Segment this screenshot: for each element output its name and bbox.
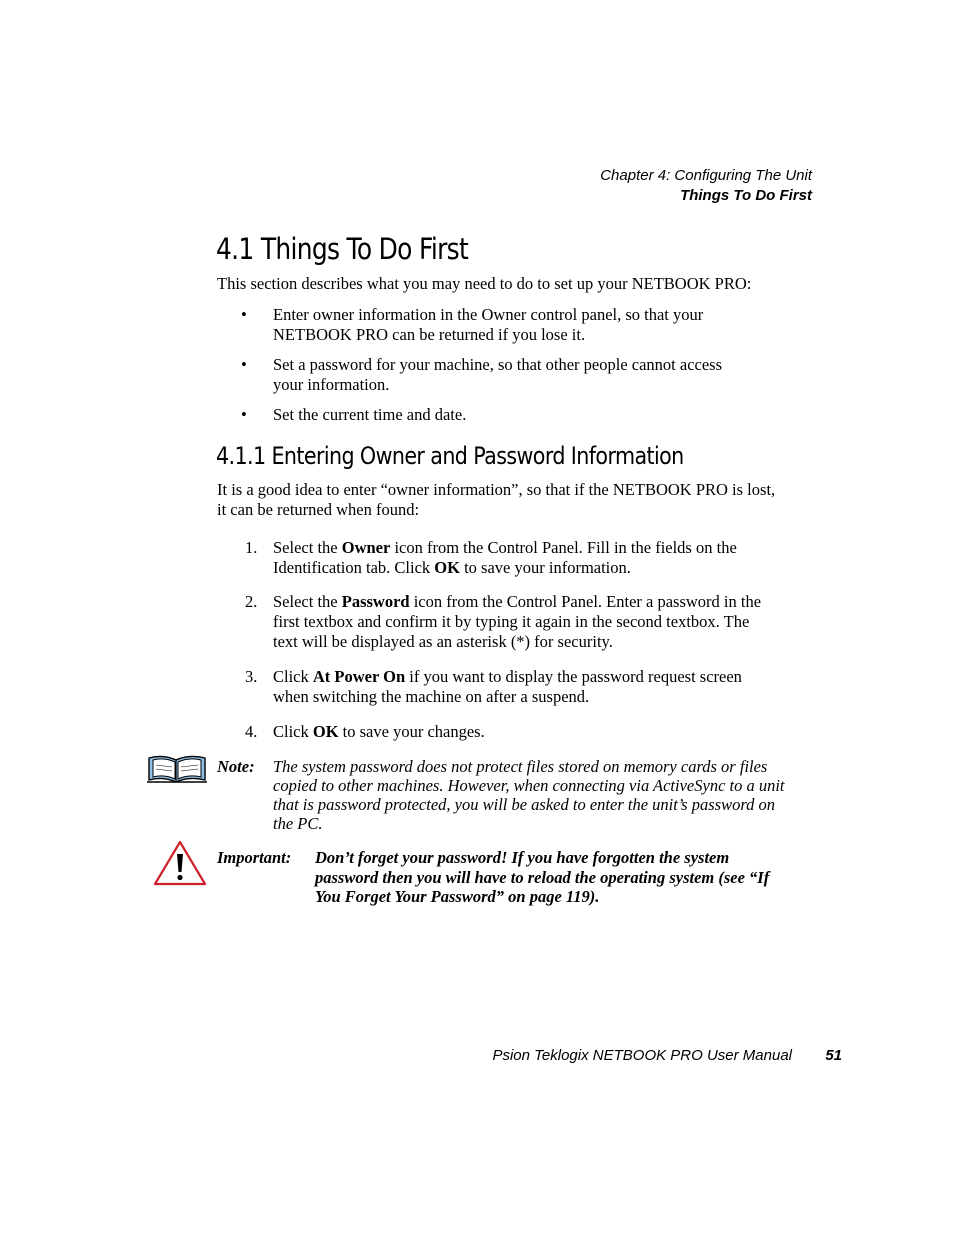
note-text: The system password does not protect files stored on memory cards or files copied to other machines. However, when connecting via ActiveSync to a unit that is password protected, you will be asked to enter the unit’s password on the PC. xyxy=(273,757,785,833)
important-label: Important: xyxy=(217,848,292,867)
subsection-heading: 4.1.1 Entering Owner and Password Information xyxy=(216,442,684,470)
section-heading: 4.1 Things To Do First xyxy=(216,232,469,266)
step-1-number: 1. xyxy=(245,538,258,557)
step-3-number: 3. xyxy=(245,667,258,686)
page-number: 51 xyxy=(825,1047,842,1064)
bullet-1-symbol: • xyxy=(241,305,247,324)
intro-paragraph: This section describes what you may need to do to set up your NETBOOK PRO: xyxy=(217,274,752,293)
step-1: Select the Owner icon from the Control Panel. Fill in the fields on the Identification tab. Click OK to save your information. xyxy=(273,538,737,577)
footer-manual-title: Psion Teklogix NETBOOK PRO User Manual xyxy=(492,1047,792,1064)
important-text: Don’t forget your password! If you have forgotten the system password then you will have to reload the operating system (see “If You Forget Your Password” on page 119). xyxy=(315,848,770,906)
bullet-2-symbol: • xyxy=(241,355,247,374)
bullet-1: Enter owner information in the Owner control panel, so that your NETBOOK PRO can be returned if you lose it. xyxy=(273,305,704,344)
warning-icon xyxy=(153,840,207,886)
book-note-icon xyxy=(145,754,209,786)
note-label: Note: xyxy=(217,757,255,776)
bullet-3-symbol: • xyxy=(241,405,247,424)
step-2: Select the Password icon from the Control Panel. Enter a password in the first textbox and confirm it by typing it again in the second textbox. The text will be displayed as an asterisk (*) for security. xyxy=(273,592,762,651)
step-4: Click OK to save your changes. xyxy=(273,722,485,741)
bullet-2: Set a password for your machine, so that other people cannot access your information. xyxy=(273,355,723,394)
running-header-section: Things To Do First xyxy=(680,187,812,204)
step-3: Click At Power On if you want to display the password request screen when switching the machine on after a suspend. xyxy=(273,667,742,706)
step-4-number: 4. xyxy=(245,722,258,741)
bullet-3: Set the current time and date. xyxy=(273,405,467,424)
step-2-number: 2. xyxy=(245,592,258,611)
intro2-paragraph: It is a good idea to enter “owner information”, so that if the NETBOOK PRO is lost, it can be returned when found: xyxy=(217,480,776,519)
running-header-chapter: Chapter 4: Configuring The Unit xyxy=(600,167,812,184)
